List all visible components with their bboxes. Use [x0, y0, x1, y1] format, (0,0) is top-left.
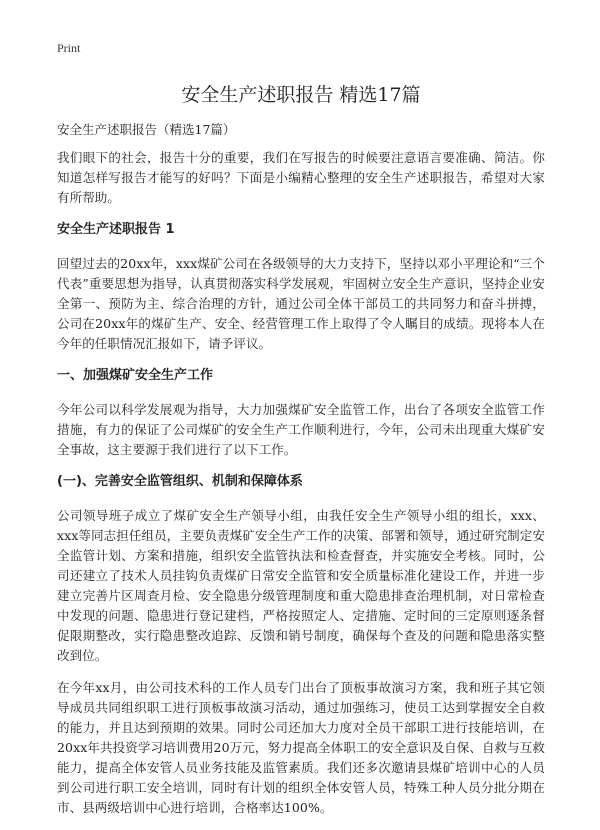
subsection-2-heading: (一)、完善安全监管组织、机制和保障体系: [57, 474, 303, 489]
document-subtitle: 安全生产述职报告（精选17篇）: [57, 122, 236, 137]
print-link[interactable]: Print: [57, 41, 81, 55]
subsection-2-paragraph-1: 公司领导班子成立了煤矿安全生产领导小组，由我任安全生产领导小组的组长，xxx、xxx等同志担任组员，主要负责煤矿安全生产工作的决策、部署和领导，通过研究制定安全监管计划、方案和措施，组织安全监管执法和检查督查，并实施安全考核。同时，公司还建立了技术人员挂钩负责煤矿日常安全监管和安全质量标准化建设工作，并进一步建立完善片区周查月检、安全隐患分级管理制度和重大隐患排查治理机制，对日常检查中发现的问题、隐患进行登记建档，严格按照定人、定措施、定时间的三定原则逐条督促限期整改，实行隐患整改追踪、反馈和销号制度，确保每个查及的问题和隐患落实整改到位。: [57, 508, 545, 663]
subsection-1-heading: 一、加强煤矿安全生产工作: [57, 368, 214, 383]
document-page: [57, 40, 545, 830]
subsection-1-paragraph: 今年公司以科学发展观为指导，大力加强煤矿安全监管工作，出台了各项安全监管工作措施，有力的保证了公司煤矿的安全生产工作顺利进行，今年，公司未出现重大煤矿安全事故，这主要源于我们进行了以下工作。: [57, 402, 545, 457]
subsection-2-paragraph-2: 在今年xx月，由公司技术科的工作人员专门出台了顶板事故演习方案，我和班子其它领导成员共同组织职工进行顶板事故演习活动，通过加强练习，使员工达到掌握安全自救的能力，并且达到预期的效果。同时公司还加大力度对全员干部职工进行技能培训，在20xx年共投资学习培训费用20万元，努力提高全体职工的安全意识及自保、自救与互救能力，提高全体安管人员业务技能及监管素质。我们还多次邀请县煤矿培训中心的人员到公司进行职工安全培训，同时有计划的组织全体安管人员，特殊工种人员分批分期在市、县两级培训中心进行培训，合格率达100%。: [57, 680, 545, 815]
intro-paragraph: 我们眼下的社会，报告十分的重要，我们在写报告的时候要注意语言要准确、简洁。你知道怎样写报告才能写的好吗？下面是小编精心整理的安全生产述职报告，希望对大家有所帮助。: [57, 150, 545, 205]
document-title: 安全生产述职报告 精选17篇: [181, 84, 421, 106]
section-1-paragraph: 回望过去的20xx年，xxx煤矿公司在各级领导的大力支持下，坚持以邓小平理论和“三个代表”重要思想为指导，认真贯彻落实科学发展观，牢固树立安全生产意识，坚持企业安全第一、预防为主、综合治理的方针，通过公司全体干部员工的共同努力和奋斗拼搏，公司在20xx年的煤矿生产、安全、经营管理工作上取得了令人瞩目的成绩。现将本人在今年的任职情况汇报如下，请予评议。: [57, 256, 545, 351]
section-1-heading: 安全生产述职报告 1: [57, 222, 175, 237]
